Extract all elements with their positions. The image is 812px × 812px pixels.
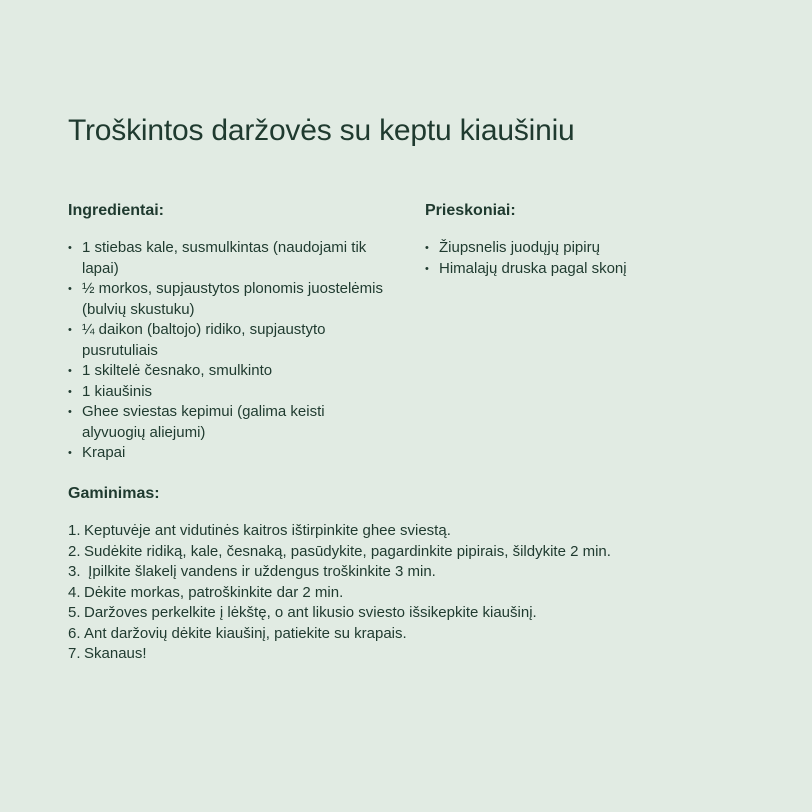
step-text: Dėkite morkas, patroškinkite dar 2 min. [84,583,344,601]
step-number: 6. [68,624,81,642]
ingredient-item: • ¼ daikon (baltojo) ridiko, supjaustyto pusrutuliais [68,320,388,361]
step-text: Įpilkite šlakelį vandens ir uždengus troškinkite 3 min. [84,563,436,580]
ingredient-item: • 1 stiebas kale, susmulkintas (naudojami tik lapai) [68,238,388,279]
spice-item: • Žiupsnelis juodųjų pipirų [425,238,755,259]
step-text: Ant daržovių dėkite kiaušinį, patiekite su krapais. [84,624,407,642]
step-item [68,644,768,665]
step-number: 3. [68,563,81,580]
spice-item: • Himalajų druska pagal skonį [425,259,755,280]
preparation-section [68,485,768,665]
step-item [68,542,768,563]
step-item [68,562,768,583]
step-number: 2. [68,542,81,560]
step-text: Skanaus! [84,645,147,662]
step-number: 4. [68,583,81,601]
step-item [68,521,768,542]
ingredients-heading: Ingredientai: [68,202,165,219]
step-number: 1. [68,522,81,539]
spices-section [425,202,755,279]
recipe-title: Troškintos daržovės su keptu kiaušiniu [68,114,575,148]
step-item [68,624,768,645]
spices-heading: Prieskoniai: [425,202,516,219]
step-text: Daržoves perkelkite į lėkštę, o ant likusio sviesto išsikepkite kiaušinį. [84,604,537,621]
ingredient-item: • 1 kiaušinis [68,382,388,403]
spices-list [425,238,755,279]
ingredient-item: • 1 skiltelė česnako, smulkinto [68,361,388,382]
step-item [68,583,768,604]
preparation-steps [68,521,768,665]
ingredient-item: • Krapai [68,443,388,464]
ingredients-section [68,202,388,464]
ingredient-item: • ½ morkos, supjaustytos plonomis juostelėmis (bulvių skustuku) [68,279,388,320]
step-number: 7. [68,645,81,662]
step-number: 5. [68,604,81,621]
step-item [68,603,768,624]
step-text: Keptuvėje ant vidutinės kaitros ištirpinkite ghee sviestą. [84,522,451,539]
ingredients-list [68,238,388,464]
preparation-heading: Gaminimas: [68,485,160,502]
step-text: Sudėkite ridiką, kale, česnaką, pasūdykite, pagardinkite pipirais, šildykite 2 min. [84,542,611,560]
ingredient-item: • Ghee sviestas kepimui (galima keisti alyvuogių aliejumi) [68,402,388,443]
